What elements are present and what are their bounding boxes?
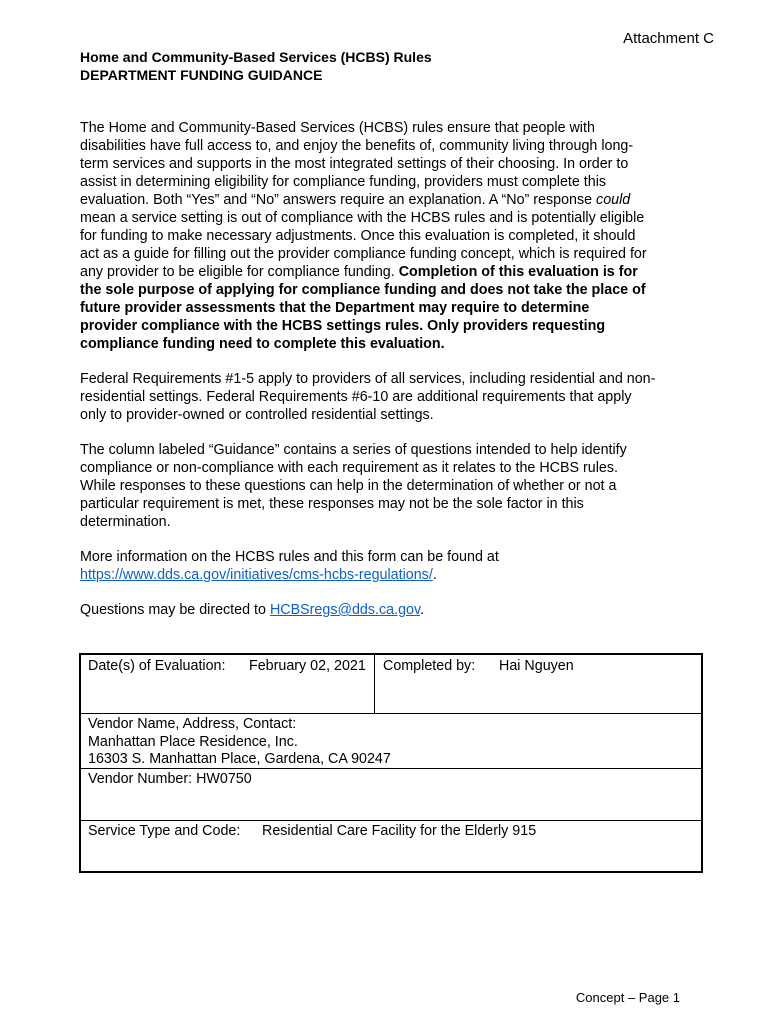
column-divider (374, 655, 375, 713)
evaluation-info-table (79, 653, 703, 873)
more-info-paragraph (80, 548, 692, 584)
bold-text: Completion of this evaluation is for (398, 264, 638, 280)
bold-text: compliance funding need to complete this evaluation. (80, 336, 445, 352)
questions-paragraph (80, 601, 692, 619)
text-line: act as a guide for filling out the provider compliance funding concept, which is required for (80, 246, 647, 262)
text-line: Questions may be directed to HCBSregs@dds.ca.gov. (80, 602, 425, 618)
text-line: assist in determining eligibility for compliance funding, providers must complete this (80, 174, 607, 190)
body-content (80, 119, 692, 636)
text-line: particular requirement is met, these responses may not be the sole factor in this (80, 496, 584, 512)
attachment-label: Attachment C (623, 30, 714, 47)
hcbs-regulations-link[interactable]: https://www.dds.ca.gov/initiatives/cms-hcbs-regulations/ (80, 567, 433, 583)
requirements-paragraph (80, 370, 692, 424)
evaluation-row (81, 655, 701, 714)
bold-text: provider compliance with the HCBS settings rules. Only providers requesting (80, 318, 606, 334)
text-line: compliance or non-compliance with each requirement as it relates to the HCBS rules. (80, 460, 618, 476)
email-link[interactable]: HCBSregs@dds.ca.gov (269, 602, 421, 618)
date-label: Date(s) of Evaluation: (88, 658, 226, 674)
vendor-address: 16303 S. Manhattan Place, Gardena, CA 90247 (88, 751, 391, 767)
intro-paragraph (80, 119, 692, 353)
text-line: for funding to make necessary adjustments. Once this evaluation is completed, it should (80, 228, 636, 244)
vendor-number-row (81, 769, 701, 821)
text-line: any provider to be eligible for compliance funding. Completion of this evaluation is for (80, 264, 638, 280)
text-line: The column labeled “Guidance” contains a series of questions intended to help identify (80, 442, 627, 458)
bold-text: the sole purpose of applying for compliance funding and does not take the place of (80, 282, 646, 298)
text-line: While responses to these questions can help in the determination of whether or not a (80, 478, 617, 494)
vendor-label: Vendor Name, Address, Contact: (88, 716, 297, 732)
text-line: determination. (80, 514, 171, 530)
service-value: Residential Care Facility for the Elderly 915 (262, 823, 537, 839)
title-line-1: Home and Community-Based Services (HCBS) Rules (80, 49, 432, 65)
bold-text: future provider assessments that the Department may require to determine (80, 300, 590, 316)
text-line: Federal Requirements #1-5 apply to providers of all services, including residential and non- (80, 371, 656, 387)
text-line: https://www.dds.ca.gov/initiatives/cms-hcbs-regulations/. (80, 567, 437, 583)
guidance-paragraph (80, 441, 692, 531)
text-line: mean a service setting is out of compliance with the HCBS rules and is potentially eligible (80, 210, 645, 226)
page-title (80, 48, 432, 84)
text-line: disabilities have full access to, and enjoy the benefits of, community living through long- (80, 138, 634, 154)
vendor-name: Manhattan Place Residence, Inc. (88, 734, 298, 750)
service-row (81, 821, 701, 871)
text-line: residential settings. Federal Requirements #6-10 are additional requirements that apply (80, 389, 632, 405)
text-line: only to provider-owned or controlled residential settings. (80, 407, 434, 423)
page-footer: Concept – Page 1 (575, 990, 680, 1005)
vendor-number: Vendor Number: HW0750 (88, 771, 252, 787)
service-label: Service Type and Code: (88, 823, 241, 839)
vendor-row (81, 714, 701, 769)
text-line: evaluation. Both “Yes” and “No” answers require an explanation. A “No” response could (80, 192, 631, 208)
completed-by-value: Hai Nguyen (499, 658, 574, 674)
completed-by-label: Completed by: (383, 658, 476, 674)
title-line-2: DEPARTMENT FUNDING GUIDANCE (80, 67, 323, 83)
emphasis-could: could (596, 192, 631, 208)
text-line: The Home and Community-Based Services (HCBS) rules ensure that people with (80, 120, 595, 136)
date-value: February 02, 2021 (249, 658, 366, 674)
text-line: More information on the HCBS rules and this form can be found at (80, 549, 499, 565)
text-line: term services and supports in the most integrated settings of their choosing. In order to (80, 156, 629, 172)
